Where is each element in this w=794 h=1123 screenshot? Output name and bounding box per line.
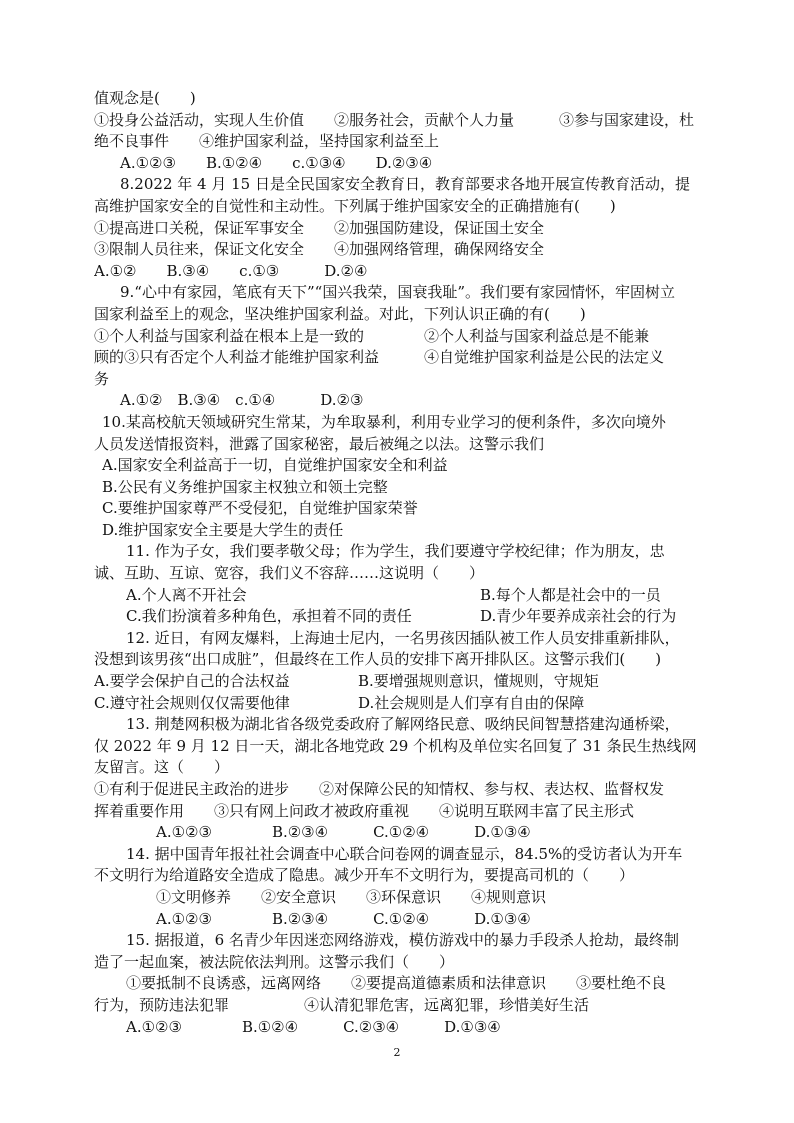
text-line: 挥着重要作用 ③只有网上问政才被政府重视 ④说明互联网丰富了民主形式 [94, 801, 635, 820]
text-line: 值观念是( ) [94, 89, 196, 107]
question-13: 13. 荆楚网积极为湖北省各级党委政府了解网络民意、吸纳民间智慧搭建沟通桥梁， [126, 715, 680, 734]
page-number: 2 [393, 1046, 401, 1059]
text-line: ①投身公益活动，实现人生价值 ②服务社会，贡献个人力量 ③参与国家建设，杜 [94, 110, 695, 129]
text-line: 务 [94, 369, 110, 388]
question-11: 11. 作为子女，我们要孝敬父母；作为学生，我们要遵守学校纪律；作为朋友，忠 [126, 542, 665, 561]
question-15: 15. 据报道，6 名青少年因迷恋网络游戏，模仿游戏中的暴力手段杀人抢劫，最终制 [126, 931, 679, 950]
option-b: B.公民有义务维护国家主权独立和领土完整 [102, 477, 388, 496]
text-line: 国家利益至上的观念，坚决维护国家利益。对此，下列认识正确的有( ) [94, 304, 586, 323]
answer-options: A.①② B.③④ c.①③ D.②④ [94, 261, 368, 280]
option-row [94, 585, 706, 607]
option-a: A.国家安全利益高于一切，自觉维护国家安全和利益 [102, 456, 448, 475]
question-12: 12. 近日，有网友爆料，上海迪士尼内，一名男孩因插队被工作人员安排重新排队， [126, 628, 680, 647]
text-line: 友留言。这（ ） [94, 758, 230, 777]
text-line: ①要抵制不良诱惑，远离网络 ②要提高道德素质和法律意识 ③要杜绝不良 [126, 974, 667, 993]
text-line: 没想到该男孩“出口成脏”，但最终在工作人员的安排下离开排队区。这警示我们( ) [94, 650, 662, 669]
option-a: A.要学会保护自己的合法权益 [94, 672, 290, 691]
question-9: 9.“心中有家园，笔底有天下”“国兴我荣，国衰我耻”。我们要有家园情怀，牢固树立 [120, 283, 675, 302]
option-row [94, 693, 706, 715]
answer-options: A.①②③ B.①②④ C.②③④ D.①③④ [126, 1017, 501, 1036]
text-line: 造了一起血案，被法院依法判刑。这警示我们（ ） [94, 952, 455, 971]
text-line: 高维护国家安全的自觉性和主动性。下列属于维护国家安全的正确措施有( ) [94, 196, 616, 215]
option-d: D.维护国家安全主要是大学生的责任 [102, 520, 344, 539]
option-d: D.社会规则是人们享有自由的保障 [358, 693, 585, 712]
answer-options: A.①②③ B.②③④ C.①②④ D.①③④ [156, 909, 531, 928]
option-c: C.遵守社会规则仅仅需要他律 [94, 693, 290, 712]
text-line: 诚、互助、互谅、宽容，我们义不容辞……这说明（ ） [94, 564, 485, 583]
option-row [94, 606, 706, 628]
text-line: 绝不良事件 ④维护国家利益，坚持国家利益至上 [94, 132, 440, 151]
text-line: ①文明修养 ②安全意识 ③环保意识 ④规则意识 [156, 887, 547, 906]
text-line: 不文明行为给道路安全造成了隐患。减少开车不文明行为，要提高司机的（ ） [94, 866, 635, 885]
answer-options: A.①② B.③④ c.①④ D.②③ [120, 391, 364, 410]
answer-options: A.①②③ B.②③④ C.①②④ D.①③④ [156, 823, 531, 842]
text-line: ①有利于促进民主政治的进步 ②对保障公民的知情权、参与权、表达权、监督权发 [94, 780, 665, 798]
option-c: C.我们扮演着多种角色，承担着不同的责任 [126, 607, 412, 626]
option-row [94, 671, 706, 693]
question-8: 8.2022 年 4 月 15 日是全民国家安全教育日，教育部要求各地开展宣传教育活动，提 [120, 175, 690, 194]
question-14: 14. 据中国青年报社社会调查中心联合问卷网的调查显示，84.5%的受访者认为开车 [126, 844, 683, 863]
text-line: 行为，预防违法犯罪 ④认清犯罪危害，远离犯罪，珍惜美好生活 [94, 995, 590, 1014]
text-line: ①个人利益与国家利益在根本上是一致的 ②个人利益与国家利益总是不能兼 [94, 326, 650, 345]
text-line: 仅 2022 年 9 月 12 日一天，湖北各地党政 29 个机构及单位实名回复了 31 条民生热线网 [94, 736, 697, 755]
text-line: ③限制人员往来，保证文化安全 ④加强网络管理，确保网络安全 [94, 240, 545, 259]
option-d: D.青少年要养成亲社会的行为 [480, 607, 677, 626]
option-c: C.要维护国家尊严不受侵犯，自觉维护国家荣誉 [102, 499, 418, 518]
question-10: 10.某高校航天领域研究生常某，为牟取暴利，利用专业学习的便利条件，多次向境外 [102, 412, 666, 431]
option-b: B.每个人都是社会中的一员 [480, 585, 661, 604]
option-a: A.个人离不开社会 [126, 585, 247, 604]
option-b: B.要增强规则意识，懂规则，守规矩 [358, 672, 599, 691]
answer-options: A.①②③ B.①②④ c.①③④ D.②③④ [120, 153, 433, 172]
document-body [94, 88, 706, 1038]
text-line: 顾的③只有否定个人利益才能维护国家利益 ④自觉维护国家利益是公民的法定义 [94, 348, 665, 367]
text-line: 人员发送情报资料，泄露了国家秘密，最后被绳之以法。这警示我们 [94, 434, 545, 453]
text-line: ①提高进口关税，保证军事安全 ②加强国防建设，保证国土安全 [94, 218, 545, 237]
